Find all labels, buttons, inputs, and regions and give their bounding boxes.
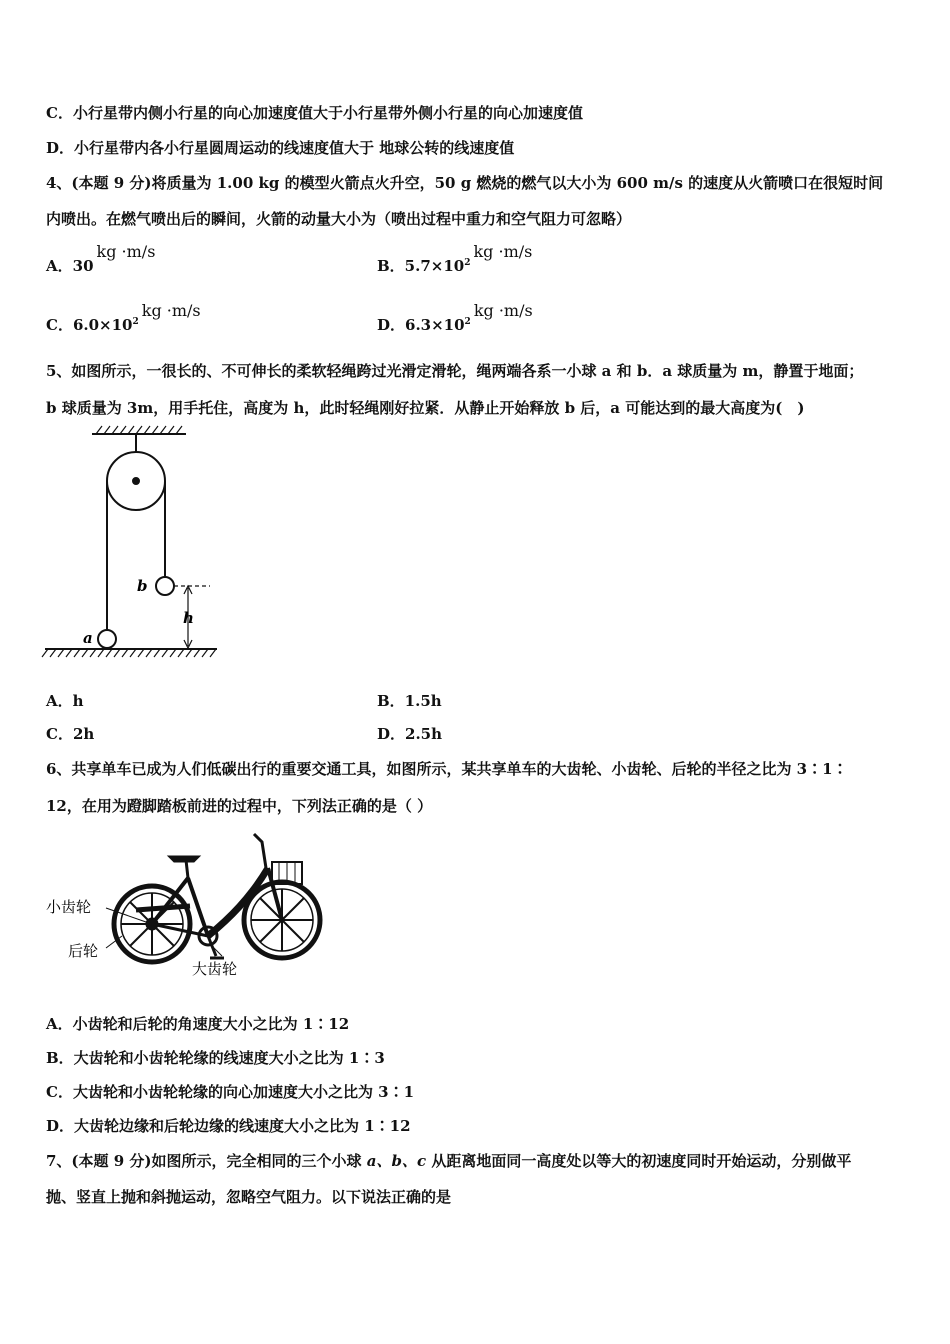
q4-option-a-text: A．30 bbox=[46, 257, 94, 275]
bicycle-diagram bbox=[40, 828, 330, 980]
q4-option-d-text: D．6.3×10 bbox=[377, 316, 465, 334]
ball-a bbox=[98, 630, 116, 648]
q6-option-a: A．小齿轮和后轮的角速度大小之比为 1∶12 bbox=[46, 1015, 350, 1033]
q3-option-d: D．小行星带内各小行星圆周运动的线速度值大于 地球公转的线速度值 bbox=[46, 139, 515, 157]
q5-option-c: C．2h bbox=[46, 725, 95, 743]
q4-option-c-exp: 2 bbox=[132, 317, 139, 327]
q4-option-d-exp: 2 bbox=[464, 317, 471, 327]
q7-stem-post: 从距离地面同一高度处以等大的初速度同时开始运动，分别做平 bbox=[426, 1152, 852, 1170]
q5-stem-line2: b 球质量为 3m，用手托住，高度为 h，此时轻绳刚好拉紧．从静止开始释放 b 后，a 可能达到的最大高度为( ) bbox=[46, 399, 805, 417]
q7-balls: a、b、c bbox=[366, 1152, 427, 1170]
q6-stem-line2: 12，在用为蹬脚踏板前进的过程中，下列法正确的是（ ） bbox=[46, 797, 433, 815]
label-rear-wheel: 后轮 bbox=[68, 942, 99, 960]
q4-unit-b: kg ·m/s bbox=[473, 242, 533, 261]
saddle bbox=[168, 856, 200, 862]
label-big-gear: 大齿轮 bbox=[192, 960, 238, 978]
q5-option-d: D．2.5h bbox=[377, 725, 443, 743]
rear-fender bbox=[136, 906, 190, 910]
q6-option-b: B．大齿轮和小齿轮轮缘的线速度大小之比为 1∶3 bbox=[46, 1049, 385, 1067]
q4-option-b-exp: 2 bbox=[464, 258, 471, 268]
pulley-diagram bbox=[40, 422, 230, 662]
label-a: a bbox=[83, 629, 93, 647]
q4-unit-a: kg ·m/s bbox=[96, 242, 156, 261]
label-small-gear: 小齿轮 bbox=[46, 898, 92, 916]
q7-stem-line1 bbox=[46, 1150, 851, 1171]
handlebar bbox=[254, 834, 266, 868]
q5-option-a: A．h bbox=[46, 692, 84, 710]
q7-stem-line2: 抛、竖直上抛和斜抛运动，忽略空气阻力。以下说法正确的是 bbox=[46, 1188, 452, 1206]
ground-hatch bbox=[42, 649, 216, 657]
q4-stem-line1: 4、(本题 9 分)将质量为 1.00 kg 的模型火箭点火升空，50 g 燃烧的燃气以大小为 600 m/s 的速度从火箭喷口在很短时间 bbox=[46, 174, 884, 192]
label-b: b bbox=[137, 577, 148, 595]
ceiling-hatch bbox=[96, 426, 182, 434]
q4-stem-line2: 内喷出。在燃气喷出后的瞬间，火箭的动量大小为（喷出过程中重力和空气阻力可忽略） bbox=[46, 210, 632, 228]
q4-option-c-text: C．6.0×10 bbox=[46, 316, 133, 334]
ball-b bbox=[156, 577, 174, 595]
q6-option-d: D．大齿轮边缘和后轮边缘的线速度大小之比为 1∶12 bbox=[46, 1117, 411, 1135]
q5-stem-line1: 5、如图所示，一很长的、不可伸长的柔软轻绳跨过光滑定滑轮，绳两端各系一小球 a 和 b．a 球质量为 m，静置于地面； bbox=[46, 362, 864, 380]
q6-stem-line1: 6、共享单车已成为人们低碳出行的重要交通工具，如图所示，某共享单车的大齿轮、小齿轮、后轮的半径之比为 3∶1∶ bbox=[46, 760, 848, 778]
seat-post bbox=[186, 860, 188, 878]
q4-option-b-text: B．5.7×10 bbox=[377, 257, 465, 275]
q4-unit-d: kg ·m/s bbox=[473, 301, 533, 320]
q7-stem-pre: 7、(本题 9 分)如图所示，完全相同的三个小球 bbox=[46, 1152, 367, 1170]
pulley-axle bbox=[133, 478, 139, 484]
q6-option-c: C．大齿轮和小齿轮轮缘的向心加速度大小之比为 3∶1 bbox=[46, 1083, 415, 1101]
label-h: h bbox=[183, 609, 194, 627]
q5-option-b: B．1.5h bbox=[377, 692, 442, 710]
down-tube bbox=[208, 868, 268, 936]
q4-unit-c: kg ·m/s bbox=[141, 301, 201, 320]
q4-option-a bbox=[46, 242, 156, 276]
q3-option-c: C．小行星带内侧小行星的向心加速度值大于小行星带外侧小行星的向心加速度值 bbox=[46, 104, 583, 122]
